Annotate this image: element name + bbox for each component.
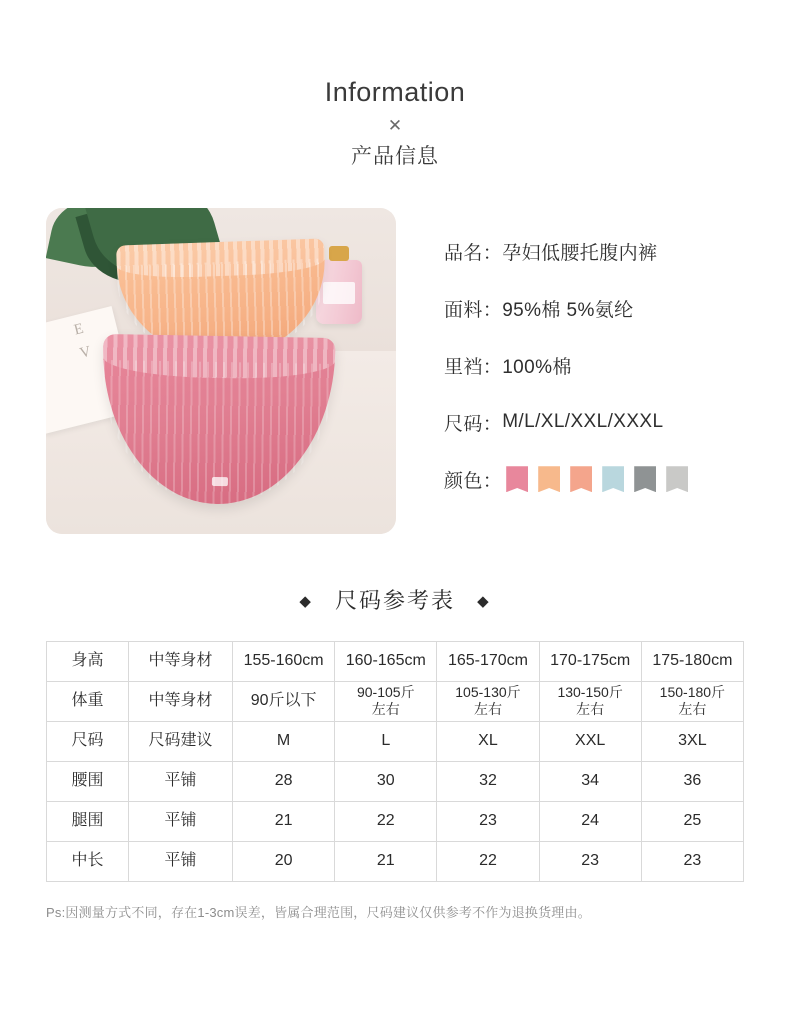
cell-line: 105-130斤 [455, 683, 521, 700]
cell-line: 左右 [371, 701, 400, 718]
spec-row-colors [444, 466, 744, 493]
table-cell: 23 [437, 801, 539, 841]
leg-row [47, 801, 744, 841]
spec-value: 100%棉 [502, 356, 572, 378]
table-cell: XL [437, 721, 539, 761]
spec-value: M/L/XL/XXL/XXXL [502, 411, 664, 433]
care-tag [212, 477, 228, 486]
table-cell: 21 [335, 841, 437, 881]
spec-label: 品名： [444, 242, 503, 264]
spec-row-fabric [444, 295, 744, 322]
cell-line: 130-150斤 [557, 683, 623, 700]
table-cell: 20 [233, 841, 335, 881]
spec-list [444, 208, 744, 493]
page-title-cn: 产品信息 [351, 144, 439, 168]
waist-row [47, 761, 744, 801]
product-section [0, 170, 790, 534]
cross-divider-icon: ✕ [387, 115, 403, 135]
cell-line: 90-105斤 [356, 683, 415, 700]
table-cell [641, 681, 743, 721]
table-cell: 22 [335, 801, 437, 841]
size-table [46, 641, 744, 882]
table-cell [539, 681, 641, 721]
table-cell: 34 [539, 761, 641, 801]
row-sublabel: 中等身材 [129, 681, 233, 721]
row-sublabel: 平铺 [129, 761, 233, 801]
table-cell: 21 [233, 801, 335, 841]
spec-label: 颜色： [444, 470, 503, 492]
table-cell: 28 [233, 761, 335, 801]
table-cell: 25 [641, 801, 743, 841]
table-cell: 3XL [641, 721, 743, 761]
table-cell: 170-175cm [539, 641, 641, 681]
cell-line: 左右 [678, 701, 707, 718]
page-title-en: Information [324, 77, 466, 107]
table-cell: 36 [641, 761, 743, 801]
row-label: 中长 [47, 841, 129, 881]
size-row [47, 721, 744, 761]
size-table-title-text: 尺码参考表 [334, 587, 455, 613]
diamond-icon-right: ◆ [477, 592, 491, 610]
height-row [47, 641, 744, 681]
table-cell: M [233, 721, 335, 761]
size-table-title [0, 584, 790, 615]
table-cell: XXL [539, 721, 641, 761]
color-swatch-light-grey[interactable] [666, 466, 688, 492]
spec-label: 里裆： [444, 356, 503, 378]
row-sublabel: 尺码建议 [129, 721, 233, 761]
table-cell: 32 [437, 761, 539, 801]
color-swatch-light-blue[interactable] [602, 466, 624, 492]
table-cell: 165-170cm [437, 641, 539, 681]
size-table-note: Ps:因测量方式不同，存在1-3cm误差，皆属合理范围，尺码建议仅供参考不作为退换货理由。 [46, 904, 591, 920]
cell-line: 左右 [473, 701, 502, 718]
table-cell: 23 [641, 841, 743, 881]
row-label: 体重 [47, 681, 129, 721]
row-label: 身高 [47, 641, 129, 681]
table-cell [437, 681, 539, 721]
decor-card: E V [46, 306, 138, 434]
table-cell: 160-165cm [335, 641, 437, 681]
spec-label: 尺码： [444, 413, 503, 435]
length-row [47, 841, 744, 881]
table-cell: 23 [539, 841, 641, 881]
weight-row [47, 681, 744, 721]
row-label: 腰围 [47, 761, 129, 801]
table-cell: 155-160cm [233, 641, 335, 681]
row-sublabel: 平铺 [129, 801, 233, 841]
color-swatch-list [506, 466, 688, 492]
color-swatch-pink[interactable] [506, 466, 528, 492]
table-cell: 90斤以下 [233, 681, 335, 721]
table-cell: 30 [335, 761, 437, 801]
table-cell: 22 [437, 841, 539, 881]
color-swatch-salmon[interactable] [570, 466, 592, 492]
cell-line: 150-180斤 [659, 683, 726, 700]
spec-row-sizes [444, 409, 744, 436]
page-header [0, 0, 790, 170]
table-cell [335, 681, 437, 721]
row-sublabel: 平铺 [129, 841, 233, 881]
spec-value: 孕妇低腰托腹内裤 [502, 242, 658, 264]
cell-line: 左右 [576, 701, 605, 718]
size-table-wrap [0, 641, 790, 882]
row-sublabel: 中等身材 [129, 641, 233, 681]
row-label: 腿围 [47, 801, 129, 841]
spec-row-gusset [444, 352, 744, 379]
spec-label: 面料： [444, 299, 503, 321]
spec-value: 95%棉 5%氨纶 [502, 299, 634, 321]
spec-row-name [444, 238, 744, 265]
color-swatch-orange[interactable] [538, 466, 560, 492]
diamond-icon-left: ◆ [299, 592, 313, 610]
table-cell: L [335, 721, 437, 761]
row-label: 尺码 [47, 721, 129, 761]
product-photo [46, 208, 396, 534]
table-cell: 175-180cm [641, 641, 743, 681]
color-swatch-grey[interactable] [634, 466, 656, 492]
table-cell: 24 [539, 801, 641, 841]
